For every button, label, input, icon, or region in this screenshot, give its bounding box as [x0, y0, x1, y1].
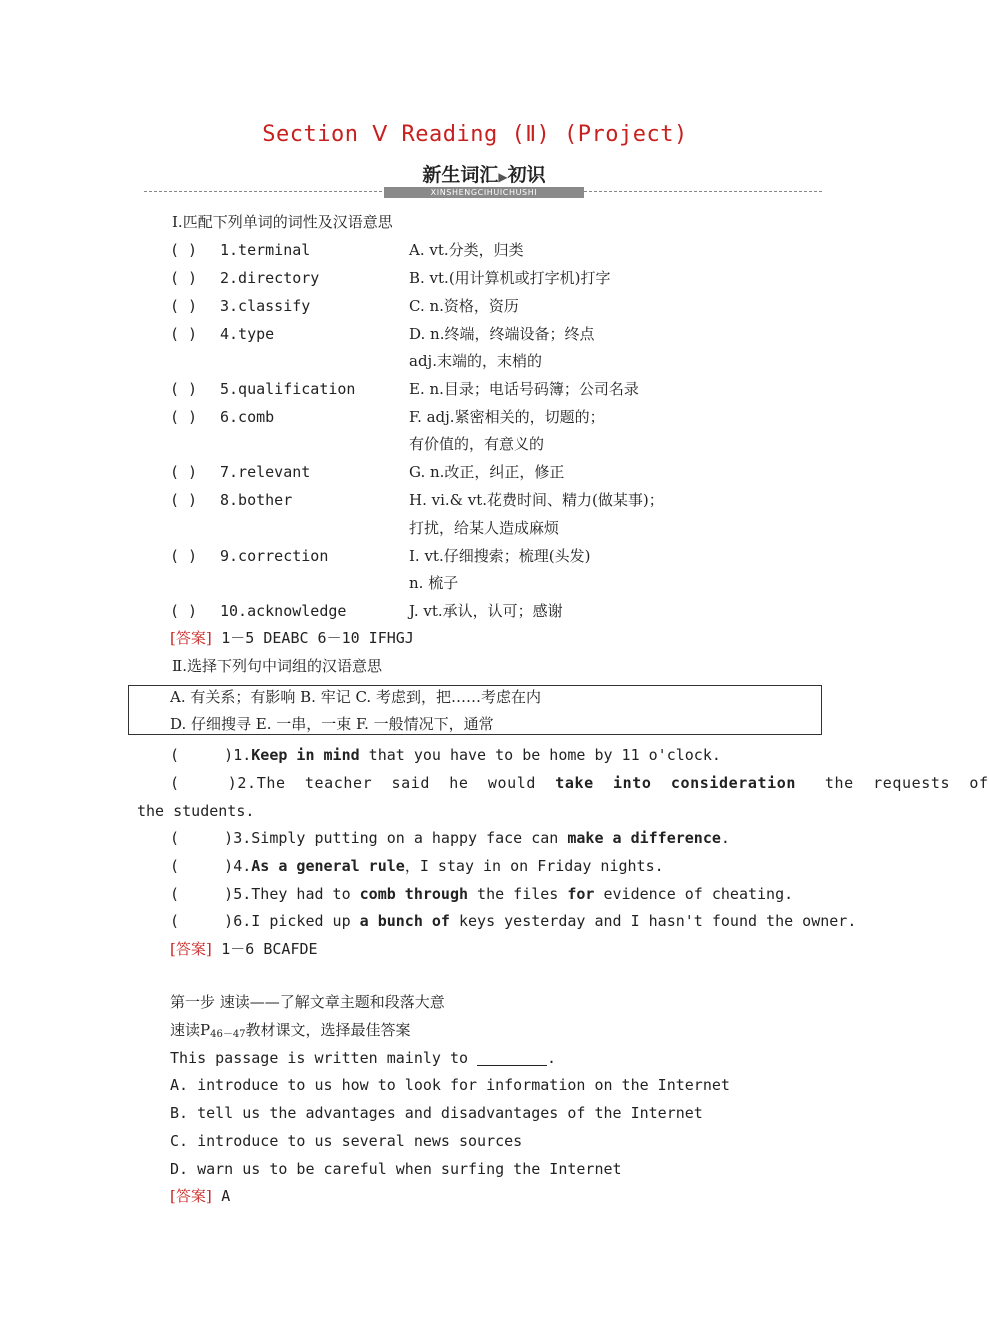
match-def-d: D. n.终端，终端设备；终点 — [409, 325, 595, 343]
match-word-10: ( ) 10.acknowledge — [170, 602, 347, 620]
match-word-4: ( ) 4.type — [170, 325, 275, 343]
match-word-9: ( ) 9.correction — [170, 547, 329, 565]
step1-option-a: A. introduce to us how to look for information on the Internet — [170, 1076, 730, 1094]
part1-instruction: Ⅰ.匹配下列单词的词性及汉语意思 — [172, 213, 393, 231]
sentence-3: ( )3.Simply putting on a happy face can make a difference. — [170, 829, 730, 847]
sentence-2: ( )2.The teacher said he would take into consideration the requests of — [170, 774, 989, 792]
step1-heading: 第一步 速读——了解文章主题和段落大意 — [170, 993, 445, 1011]
match-word-3: ( ) 3.classify — [170, 297, 311, 315]
match-word-2: ( ) 2.directory — [170, 269, 320, 287]
banner-heading: 新生词汇▶初识 — [422, 164, 546, 186]
part1-answer: [答案] 1－5 DEABC 6－10 IFHGJ — [170, 629, 414, 647]
step1-option-b: B. tell us the advantages and disadvantages of the Internet — [170, 1104, 703, 1122]
phrase-options-line-1: A. 有关系；有影响 B. 牢记 C. 考虑到，把……考虑在内 — [170, 688, 541, 706]
sentence-4: ( )4.As a general rule，I stay in on Friday nights. — [170, 857, 664, 875]
match-word-5: ( ) 5.qualification — [170, 380, 356, 398]
page-title: Section Ⅴ Reading (Ⅱ) (Project) — [262, 122, 688, 147]
sentence-5: ( )5.They had to comb through the files for evidence of cheating. — [170, 885, 794, 903]
match-def-j: J. vt.承认，认可；感谢 — [409, 602, 563, 620]
answer-label: [答案] — [170, 1187, 212, 1205]
step1-option-c: C. introduce to us several news sources — [170, 1132, 523, 1150]
match-def-i: I. vt.仔细搜索；梳理(头发) — [409, 547, 591, 565]
match-def-d-cont: adj.末端的，末梢的 — [409, 352, 542, 370]
step1-instruction: 速读$P_{46-47}$教材课文，选择最佳答案 — [170, 1021, 411, 1040]
section-banner — [144, 160, 822, 200]
step1-question: This passage is written mainly to . — [170, 1049, 557, 1067]
match-word-7: ( ) 7.relevant — [170, 463, 311, 481]
banner-pinyin: XINSHENGCIHUICHUSHI — [384, 187, 584, 198]
sentence-1: ( )1.Keep in mind that you have to be home by 11 o'clock. — [170, 746, 721, 764]
arrow-icon: ▶ — [498, 170, 508, 184]
match-def-f: F. adj.紧密相关的，切题的； — [409, 408, 605, 426]
match-def-f-cont: 有价值的，有意义的 — [409, 435, 545, 453]
match-def-i-cont: n. 梳子 — [409, 574, 459, 592]
sentence-6: ( )6.I picked up a bunch of keys yesterday and I hasn't found the owner. — [170, 912, 857, 930]
answer-blank — [477, 1052, 547, 1066]
match-word-8: ( ) 8.bother — [170, 491, 293, 509]
match-def-c: C. n.资格，资历 — [409, 297, 519, 315]
step1-answer: [答案] A — [170, 1187, 231, 1205]
match-def-g: G. n.改正，纠正，修正 — [409, 463, 565, 481]
answer-label: [答案] — [170, 629, 212, 647]
sentence-2-cont: the students. — [137, 802, 255, 820]
part2-instruction: Ⅱ.选择下列句中词组的汉语意思 — [172, 657, 382, 675]
match-def-b: B. vt.(用计算机或打字机)打字 — [409, 269, 611, 287]
phrase-options-line-2: D. 仔细搜寻 E. 一串，一束 F. 一般情况下，通常 — [170, 715, 494, 733]
match-def-h: H. vi.& vt.花费时间、精力(做某事)； — [409, 491, 664, 509]
match-word-6: ( ) 6.comb — [170, 408, 275, 426]
match-word-1: ( ) 1.terminal — [170, 241, 311, 259]
match-def-h-cont: 打扰，给某人造成麻烦 — [409, 519, 560, 537]
step1-option-d: D. warn us to be careful when surfing the Internet — [170, 1160, 622, 1178]
match-def-e: E. n.目录；电话号码簿；公司名录 — [409, 380, 639, 398]
answer-label: [答案] — [170, 940, 212, 958]
match-def-a: A. vt.分类，归类 — [409, 241, 524, 259]
part2-answer: [答案] 1－6 BCAFDE — [170, 940, 318, 958]
